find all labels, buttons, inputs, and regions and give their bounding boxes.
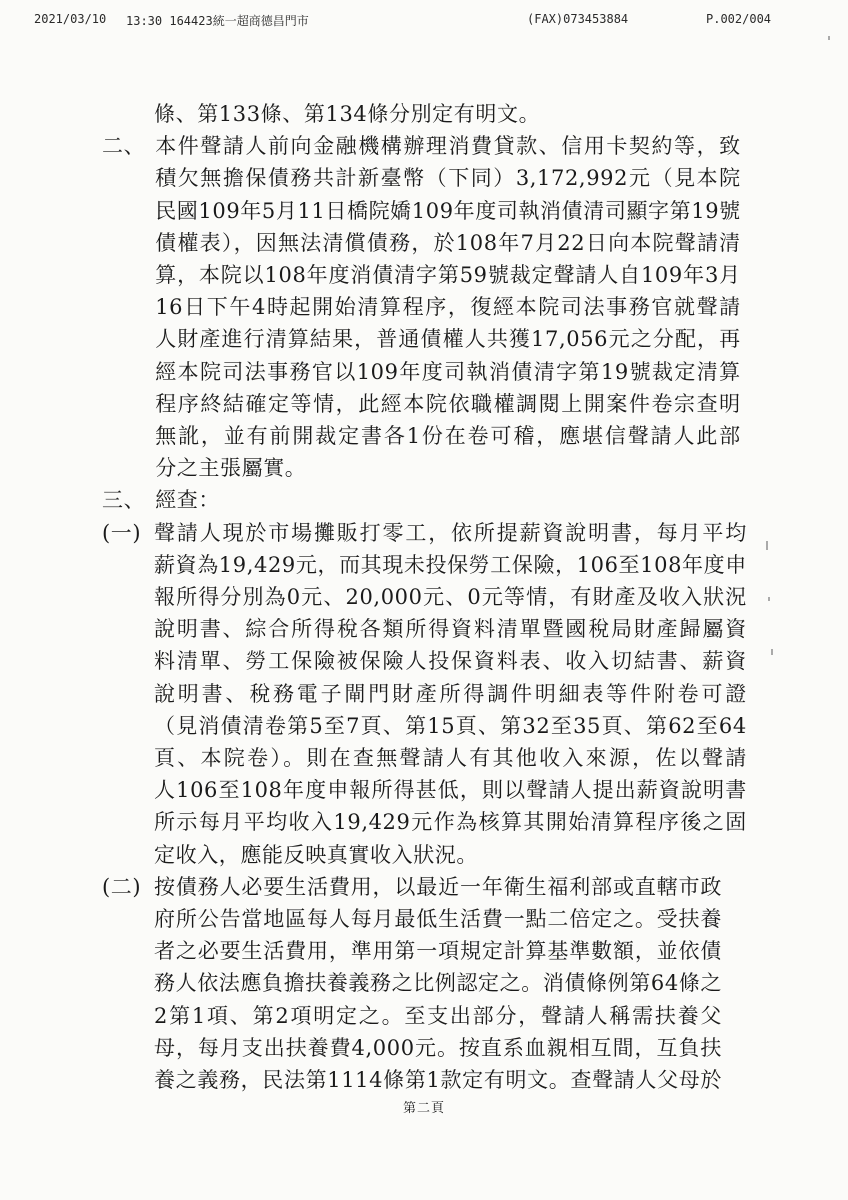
section-marker: 三、: [102, 488, 146, 513]
scan-speck: [828, 36, 830, 40]
fax-number: (FAX)073453884: [527, 12, 629, 26]
section-title: 經查：: [155, 488, 221, 513]
subsection-marker: (二): [102, 874, 142, 899]
subsection-2-text: [154, 871, 722, 1096]
text-line: 程序終結確定等情，此經本院依職權調閱上開案件卷宗查明: [155, 391, 741, 416]
continuation-paragraph: [112, 98, 722, 130]
scan-speck: [771, 649, 773, 655]
scan-speck: [768, 597, 770, 601]
section-marker: 二、: [102, 134, 146, 159]
text-line: 無訛，並有前開裁定書各1份在卷可稽，應堪信聲請人此部: [155, 424, 741, 449]
text-line: 所示每月平均收入19,429元作為核算其開始清算程序後之固: [154, 810, 747, 835]
text-line: 聲請人現於市場攤販打零工，依所提薪資說明書，每月平均: [154, 520, 747, 545]
text-line: 者之必要生活費用，準用第一項規定計算基準數額，並依債: [154, 939, 722, 964]
text-line: 16日下午4時起開始清算程序，復經本院司法事務官就聲請: [155, 295, 741, 320]
fax-sender: 13:30 164423統一超商德昌門市: [126, 14, 309, 28]
text-line: （見消債清卷第5至7頁、第15頁、第32至35頁、第62至64: [154, 713, 747, 738]
fax-date: 2021/03/10: [34, 12, 107, 26]
text-line: 頁、本院卷）。則在查無聲請人有其他收入來源，佐以聲請: [154, 746, 747, 771]
text-line: 條、第133條、第134條分別定有明文。: [154, 102, 541, 126]
text-line: 定收入，應能反映真實收入狀況。: [154, 842, 478, 867]
document-body: [102, 98, 747, 1096]
fax-page-number: P.002/004: [706, 12, 772, 26]
subsection-1: [102, 517, 747, 871]
text-line: 分之主張屬實。: [155, 456, 307, 481]
text-line: 養之義務，民法第1114條第1款定有明文。查聲請人父母於: [154, 1068, 722, 1093]
text-line: 算，本院以108年度消債清字第59號裁定聲請人自109年3月: [155, 263, 741, 288]
text-line: 母，每月支出扶養費4,000元。按直系血親相互間，互負扶: [154, 1035, 722, 1060]
text-line: 本件聲請人前向金融機構辦理消費貸款、信用卡契約等，致: [155, 134, 741, 159]
text-line: 務人依法應負擔扶養義務之比例認定之。消債條例第64條之: [154, 971, 722, 996]
section-2: [102, 130, 741, 484]
section-2-text: [155, 130, 741, 484]
scan-speck: [766, 541, 768, 550]
text-line: 說明書、綜合所得稅各類所得資料清單暨國稅局財產歸屬資: [154, 617, 747, 642]
subsection-2: [102, 871, 722, 1096]
page-footer: 第二頁: [402, 1101, 445, 1116]
text-line: 料清單、勞工保險被保險人投保資料表、收入切結書、薪資: [154, 649, 747, 674]
text-line: 按債務人必要生活費用，以最近一年衛生福利部或直轄市政: [154, 874, 722, 899]
text-line: 人106至108年度申報所得甚低，則以聲請人提出薪資說明書: [154, 778, 747, 803]
text-line: 經本院司法事務官以109年度司執消債清字第19號裁定清算: [155, 359, 741, 384]
section-3-heading: [102, 484, 722, 516]
text-line: 說明書、稅務電子閘門財產所得調件明細表等件附卷可證: [154, 681, 747, 706]
subsection-marker: (一): [102, 520, 142, 545]
text-line: 人財產進行清算結果，普通債權人共獲17,056元之分配，再: [155, 327, 741, 352]
text-line: 積欠無擔保債務共計新臺幣（下同）3,172,992元（見本院: [155, 166, 741, 191]
text-line: 民國109年5月11日橋院嬌109年度司執消債清司顯字第19號: [155, 198, 741, 223]
subsection-1-text: [154, 517, 747, 871]
text-line: 2第1項、第2項明定之。至支出部分，聲請人稱需扶養父: [154, 1003, 722, 1028]
text-line: 債權表），因無法清償債務，於108年7月22日向本院聲請清: [155, 230, 741, 255]
text-line: 府所公告當地區每人每月最低生活費一點二倍定之。受扶養: [154, 907, 722, 932]
fax-header: [0, 12, 848, 32]
text-line: 報所得分別為0元、20,000元、0元等情，有財產及收入狀況: [154, 585, 747, 610]
text-line: 薪資為19,429元，而其現未投保勞工保險，106至108年度申: [154, 552, 747, 577]
